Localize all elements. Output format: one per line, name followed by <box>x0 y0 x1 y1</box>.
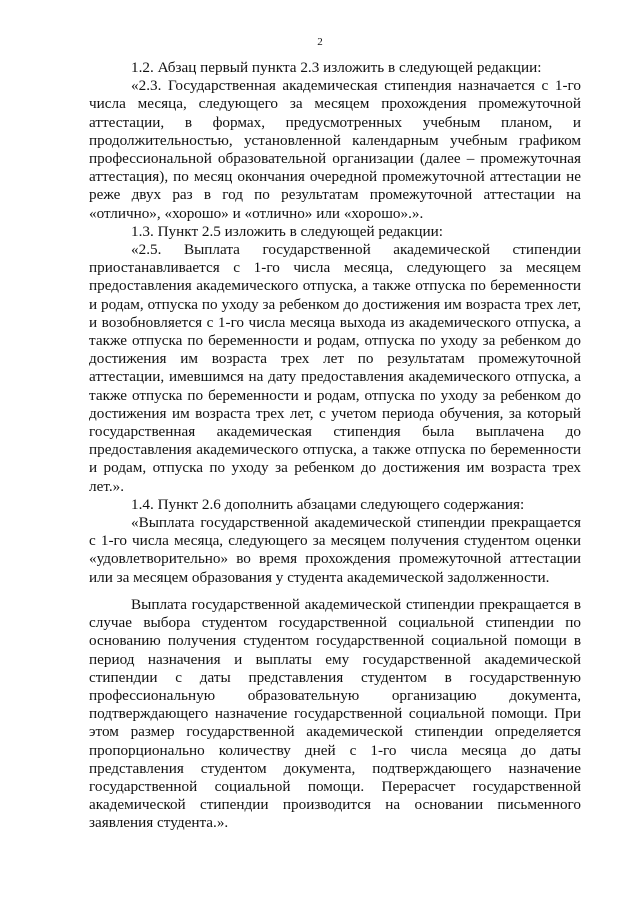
paragraph-1-4: 1.4. Пункт 2.6 дополнить абзацами следующего содержания: <box>131 495 525 513</box>
paragraph-1-2: 1.2. Абзац первый пункта 2.3 изложить в следующей редакции: <box>131 59 542 76</box>
page-number: 2 <box>317 36 323 48</box>
paragraph-2-3-text: «2.3. Государственная академическая стипендия назначается с 1-го числа месяца, следующего за месяцем прохождения промежуточной аттестации, в формах, предусмотренных учебным планом, и продолжительностью, установленной календарным учебным графиком профессиональной образовательной организации (далее – промежуточная аттестация), по месяц окончания очередной промежуточной аттестации не реже двух раз в год по результатам промежуточной аттестации на «отлично», «хорошо» и «отлично» или «хорошо».». <box>89 77 581 222</box>
paragraph-2-6-first: «Выплата государственной академической стипендии прекращается с 1-го числа месяца, следующего за месяцем получения студентом оценки «удовлетворительно» во время прохождения промежуточной аттестации или за месяцем образования у студента академической задолженности. <box>89 514 581 586</box>
paragraph-2-6-second: Выплата государственной академической стипендии прекращается в случае выбора студентом государственной социальной стипендии по основанию получения студентом государственной социальной помощи в период назначения и выплаты ему государственной академической стипендии с даты представления студентом в государственную профессиональную образовательную организацию документа, подтверждающего назначение государственной социальной помощи. При этом размер государственной академической стипендии определяется пропорционально количеству дней с 1-го числа месяца до даты представления студентом документа, подтверждающего назначение государственной социальной помощи. Перерасчет государственной академической стипендии производится на основании письменного заявления студента.». <box>89 595 581 832</box>
document-body <box>89 59 581 833</box>
paragraph-2-5-text: «2.5. Выплата государственной академической стипендии приостанавливается с 1-го числа месяца, следующего за месяцем предоставления академического отпуска, а также отпуска по беременности и родам, отпуска по уходу за ребенком до достижения им возраста трех лет, и возобновляется с 1-го числа месяца выхода из академического отпуска, а также отпуска по беременности и родам, отпуска по уходу за ребенком до достижения им возраста трех лет по результатам промежуточной аттестации, имевшимся на дату предоставления академического отпуска, а также отпуска по беременности и родам, отпуска по уходу за ребенком до достижения им возраста трех лет, с учетом периода обучения, за который государственная академическая стипендия была выплачена до предоставления академического отпуска, а также отпуска по беременности и родам, отпуска по уходу за ребенком до достижения им возраста трех лет.». <box>89 241 581 495</box>
paragraph-1-3: 1.3. Пункт 2.5 изложить в следующей редакции: <box>131 222 444 240</box>
